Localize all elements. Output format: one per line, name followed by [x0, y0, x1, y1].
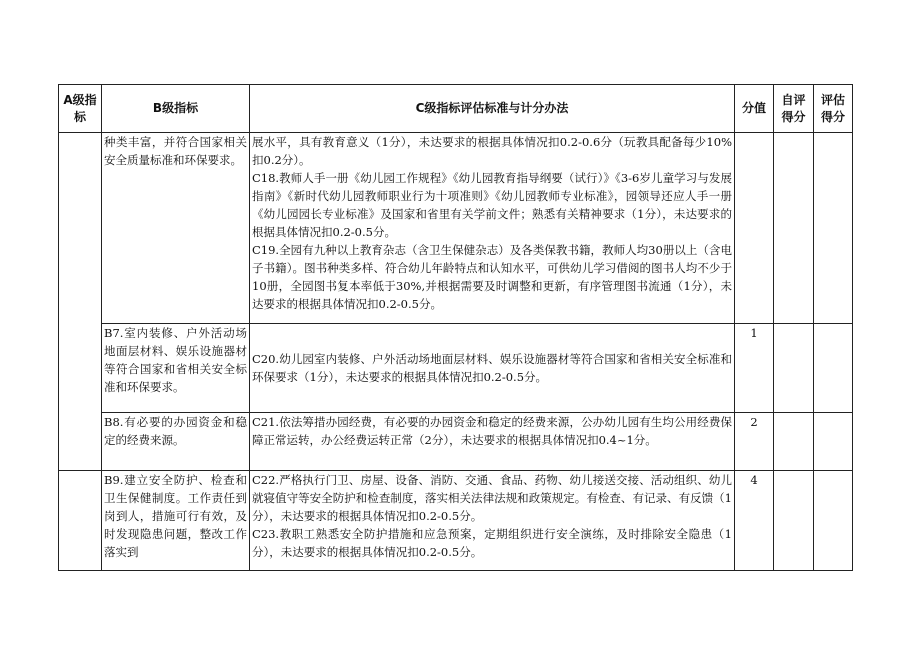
eval-score-cell [814, 324, 853, 413]
criteria-text: 展水平，具有教育意义（1分），未达要求的根据具体情况扣0.2-0.6分（玩教具配备每少10%扣0.2分）。 [252, 135, 732, 167]
a-level-cell [59, 133, 102, 471]
score-cell: 4 [735, 471, 774, 571]
c-criteria-cell [250, 413, 735, 471]
b-indicator-cell: 种类丰富，并符合国家相关安全质量标准和环保要求。 [102, 133, 250, 324]
criteria-c20: C20.幼儿园室内装修、户外活动场地面层材料、娱乐设施器材等符合国家和省相关安全标准和环保要求（1分），未达要求的根据具体情况扣0.2-0.5分。 [252, 352, 732, 384]
header-a-level: A级指标 [59, 85, 102, 133]
c-criteria-cell [250, 324, 735, 413]
eval-score-cell [814, 133, 853, 324]
header-c-level: C级指标评估标准与计分办法 [250, 85, 735, 133]
eval-score-cell [814, 413, 853, 471]
table-row [59, 324, 853, 413]
score-cell: 1 [735, 324, 774, 413]
self-score-cell [774, 133, 814, 324]
header-eval-score: 评估得分 [814, 85, 853, 133]
header-self-score: 自评得分 [774, 85, 814, 133]
criteria-c21: C21.依法筹措办园经费，有必要的办园资金和稳定的经费来源，公办幼儿园有生均公用经费保障正常运转，办公经费运转正常（2分），未达要求的根据具体情况扣0.4~1分。 [252, 415, 732, 447]
header-row [59, 85, 853, 133]
self-score-cell [774, 413, 814, 471]
criteria-c18: C18.教师人手一册《幼儿园工作规程》《幼儿园教育指导纲要（试行）》《3-6岁儿童学习与发展指南》《新时代幼儿园教师职业行为十项准则》《幼儿园教师专业标准》，园领导还应人手一册《幼儿园园长专业标准》及国家和省里有关学前文件；熟悉有关精神要求（1分），未达要求的根据具体情况扣0.2-0.5分。 [252, 171, 732, 239]
self-score-cell [774, 324, 814, 413]
header-score: 分值 [735, 85, 774, 133]
eval-score-cell [814, 471, 853, 571]
self-score-cell [774, 471, 814, 571]
criteria-c19: C19.全园有九种以上教育杂志（含卫生保健杂志）及各类保教书籍，教师人均30册以上（含电子书籍）。图书种类多样、符合幼儿年龄特点和认知水平，可供幼儿学习借阅的图书人均不少于10册，全园图书复本率低于30%,并根据需要及时调整和更新，有序管理图书流通（1分），未达要求的根据具体情况扣0.2-0.5分。 [252, 243, 732, 311]
table-row [59, 471, 853, 571]
criteria-c22: C22.严格执行门卫、房屋、设备、消防、交通、食品、药物、幼儿接送交接、活动组织、幼儿就寝值守等安全防护和检查制度，落实相关法律法规和政策规定。有检查、有记录、有反馈（1分），未达要求的根据具体情况扣0.2-0.5分。 [252, 473, 732, 523]
table-row [59, 133, 853, 324]
table-row [59, 413, 853, 471]
header-b-level: B级指标 [102, 85, 250, 133]
b-indicator-b8: B8.有必要的办园资金和稳定的经费来源。 [102, 413, 250, 471]
score-cell: 2 [735, 413, 774, 471]
evaluation-table [58, 84, 853, 571]
criteria-c23: C23.教职工熟悉安全防护措施和应急预案，定期组织进行安全演练，及时排除安全隐患（1分），未达要求的根据具体情况扣0.2-0.5分。 [252, 527, 732, 559]
a-level-cell [59, 471, 102, 571]
b-indicator-b9: B9.建立安全防护、检查和卫生保健制度。工作责任到岗到人，措施可行有效，及时发现隐患问题，整改工作落实到 [102, 471, 250, 571]
b-indicator-b7: B7.室内装修、户外活动场地面层材料、娱乐设施器材等符合国家和省相关安全标准和环保要求。 [102, 324, 250, 413]
c-criteria-cell [250, 471, 735, 571]
score-cell [735, 133, 774, 324]
c-criteria-cell [250, 133, 735, 324]
